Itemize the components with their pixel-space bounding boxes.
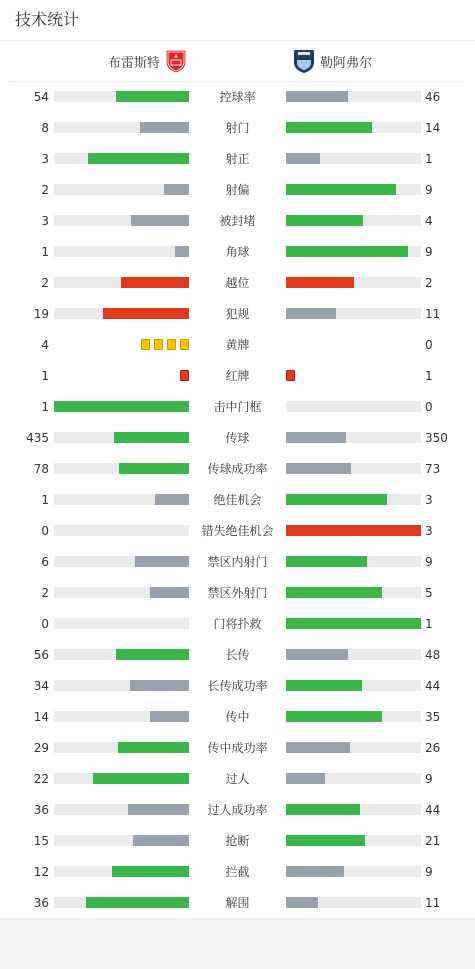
stat-row [0, 369, 475, 383]
stat-row [0, 896, 475, 910]
title-divider [0, 40, 475, 41]
stat-row [0, 555, 475, 569]
home-bar [112, 866, 189, 877]
away-bar [286, 122, 372, 133]
home-value: 3 [41, 152, 49, 166]
home-value: 0 [41, 617, 49, 631]
home-bar-track [54, 184, 189, 195]
away-bar-track [286, 91, 421, 102]
stat-row [0, 803, 475, 817]
home-bar [103, 308, 189, 319]
away-value: 48 [425, 648, 441, 662]
home-bar-track [54, 773, 189, 784]
stat-row [0, 679, 475, 693]
home-value: 0 [41, 524, 49, 538]
stat-row [0, 865, 475, 879]
home-value: 56 [33, 648, 49, 662]
away-bar [286, 153, 320, 164]
away-bar [286, 587, 382, 598]
stat-row [0, 152, 475, 166]
away-bar-track [286, 246, 421, 257]
home-team-crest-icon [164, 48, 188, 74]
home-cards [141, 339, 189, 350]
away-value: 9 [425, 183, 433, 197]
stat-row [0, 245, 475, 259]
home-value: 12 [33, 865, 49, 879]
home-value: 4 [41, 338, 49, 352]
stat-row [0, 648, 475, 662]
away-value: 2 [425, 276, 433, 290]
away-bar-track [286, 587, 421, 598]
home-bar-track [54, 401, 189, 412]
red-card-icon [286, 370, 295, 381]
home-bar [130, 680, 189, 691]
away-bar [286, 556, 367, 567]
away-value: 35 [425, 710, 441, 724]
away-value: 44 [425, 679, 441, 693]
away-value: 26 [425, 741, 441, 755]
stat-label: 控球率 [219, 90, 256, 104]
away-bar [286, 804, 360, 815]
stat-row [0, 772, 475, 786]
away-value: 1 [425, 369, 433, 383]
away-bar-track [286, 432, 421, 443]
away-value: 9 [425, 772, 433, 786]
home-value: 36 [33, 803, 49, 817]
away-value: 1 [425, 617, 433, 631]
home-bar [86, 897, 189, 908]
stat-row [0, 524, 475, 538]
home-bar-track [54, 525, 189, 536]
away-value: 0 [425, 400, 433, 414]
yellow-card-icon [180, 339, 189, 350]
home-bar [175, 246, 189, 257]
away-cards [286, 370, 295, 381]
away-bar-track [286, 773, 421, 784]
away-bar [286, 742, 350, 753]
stat-row [0, 121, 475, 135]
stat-label: 传球成功率 [207, 462, 268, 476]
away-value: 4 [425, 214, 433, 228]
away-value: 9 [425, 865, 433, 879]
away-bar-track [286, 866, 421, 877]
home-value: 1 [41, 400, 49, 414]
away-bar-track [286, 897, 421, 908]
away-value: 9 [425, 245, 433, 259]
stat-label: 红牌 [225, 369, 250, 383]
home-bar [140, 122, 189, 133]
home-team[interactable] [108, 48, 188, 74]
away-team-name: 勒阿弗尔 [320, 55, 373, 71]
home-bar-track [54, 277, 189, 288]
page-title: 技术统计 [15, 10, 80, 29]
stat-label: 角球 [225, 245, 250, 259]
stat-label: 过人成功率 [207, 803, 268, 817]
away-bar-track [286, 649, 421, 660]
away-value: 44 [425, 803, 441, 817]
home-value: 2 [41, 276, 49, 290]
stat-label: 射偏 [225, 183, 250, 197]
away-value: 9 [425, 555, 433, 569]
home-value: 6 [41, 555, 49, 569]
stat-row [0, 338, 475, 352]
home-value: 78 [33, 462, 49, 476]
home-bar-track [54, 122, 189, 133]
home-bar [116, 91, 189, 102]
away-value: 21 [425, 834, 441, 848]
away-bar-track [286, 494, 421, 505]
home-bar-track [54, 494, 189, 505]
stat-label: 禁区外射门 [207, 586, 268, 600]
home-bar [118, 742, 189, 753]
away-bar [286, 680, 362, 691]
away-value: 73 [425, 462, 441, 476]
stat-label: 错失绝佳机会 [201, 524, 274, 538]
home-value: 435 [26, 431, 49, 445]
home-bar-track [54, 804, 189, 815]
stat-row [0, 710, 475, 724]
stat-row [0, 462, 475, 476]
stat-label: 传中 [225, 710, 250, 724]
home-value: 1 [41, 245, 49, 259]
away-team-crest-icon [292, 48, 316, 74]
home-bar-track [54, 215, 189, 226]
stat-label: 长传 [225, 648, 250, 662]
stat-label: 射门 [225, 121, 250, 135]
home-bar-track [54, 153, 189, 164]
home-bar [116, 649, 189, 660]
stat-label: 抢断 [225, 834, 250, 848]
stat-label: 传球 [225, 431, 250, 445]
home-bar-track [54, 556, 189, 567]
home-bar-track [54, 618, 189, 629]
home-value: 1 [41, 493, 49, 507]
away-bar [286, 308, 336, 319]
stat-row [0, 741, 475, 755]
away-bar [286, 215, 363, 226]
home-bar [121, 277, 189, 288]
stat-row [0, 493, 475, 507]
away-bar-track [286, 711, 421, 722]
away-bar [286, 525, 421, 536]
home-bar-track [54, 308, 189, 319]
away-bar-track [286, 525, 421, 536]
away-bar-track [286, 215, 421, 226]
away-bar-track [286, 804, 421, 815]
yellow-card-icon [154, 339, 163, 350]
home-bar [150, 711, 189, 722]
stat-label: 解围 [225, 896, 250, 910]
home-value: 29 [33, 741, 49, 755]
home-bar-track [54, 246, 189, 257]
stat-label: 门将扑救 [213, 617, 262, 631]
home-bar-track [54, 835, 189, 846]
away-bar-track [286, 184, 421, 195]
away-value: 3 [425, 493, 433, 507]
away-bar [286, 835, 365, 846]
home-bar-track [54, 742, 189, 753]
stat-label: 越位 [225, 276, 250, 290]
stat-row [0, 617, 475, 631]
home-bar [114, 432, 189, 443]
home-bar-track [54, 432, 189, 443]
home-bar-track [54, 680, 189, 691]
home-value: 3 [41, 214, 49, 228]
home-bar-track [54, 463, 189, 474]
home-value: 1 [41, 369, 49, 383]
home-bar-track [54, 711, 189, 722]
away-bar [286, 866, 344, 877]
home-bar-track [54, 91, 189, 102]
stat-label: 禁区内射门 [207, 555, 268, 569]
home-bar [133, 835, 189, 846]
stat-row [0, 307, 475, 321]
stat-row [0, 183, 475, 197]
away-bar-track [286, 835, 421, 846]
away-bar [286, 773, 325, 784]
home-bar-track [54, 897, 189, 908]
away-bar-track [286, 742, 421, 753]
away-team[interactable] [292, 48, 372, 74]
home-bar [150, 587, 189, 598]
stat-label: 过人 [225, 772, 250, 786]
away-bar [286, 897, 318, 908]
stat-label: 长传成功率 [207, 679, 268, 693]
stat-label: 绝佳机会 [213, 493, 262, 507]
away-value: 5 [425, 586, 433, 600]
away-value: 11 [425, 307, 441, 321]
away-bar [286, 432, 346, 443]
home-value: 2 [41, 183, 49, 197]
home-value: 19 [33, 307, 49, 321]
away-bar-track [286, 401, 421, 412]
stat-label: 击中门框 [213, 400, 262, 414]
home-value: 15 [33, 834, 49, 848]
away-bar-track [286, 153, 421, 164]
away-value: 1 [425, 152, 433, 166]
stat-row [0, 586, 475, 600]
home-bar [164, 184, 189, 195]
away-bar-track [286, 618, 421, 629]
home-value: 8 [41, 121, 49, 135]
home-bar [119, 463, 189, 474]
stat-row [0, 90, 475, 104]
away-bar-track [286, 463, 421, 474]
stat-label: 传中成功率 [207, 741, 268, 755]
home-value: 2 [41, 586, 49, 600]
stat-row [0, 400, 475, 414]
home-value: 54 [33, 90, 49, 104]
away-value: 14 [425, 121, 441, 135]
red-card-icon [180, 370, 189, 381]
away-bar-track [286, 308, 421, 319]
away-bar [286, 184, 396, 195]
stat-label: 黄牌 [225, 338, 250, 352]
team-divider [10, 81, 465, 82]
home-bar [93, 773, 189, 784]
away-bar [286, 463, 351, 474]
home-value: 34 [33, 679, 49, 693]
away-value: 11 [425, 896, 441, 910]
away-value: 46 [425, 90, 441, 104]
stat-label: 射正 [225, 152, 250, 166]
home-bar-track [54, 866, 189, 877]
away-bar [286, 246, 408, 257]
away-bar-track [286, 556, 421, 567]
away-bar-track [286, 122, 421, 133]
away-value: 350 [425, 431, 448, 445]
away-value: 3 [425, 524, 433, 538]
away-value: 0 [425, 338, 433, 352]
stat-row [0, 276, 475, 290]
away-bar [286, 91, 348, 102]
home-bar [131, 215, 189, 226]
away-bar [286, 649, 348, 660]
home-value: 14 [33, 710, 49, 724]
stat-row [0, 431, 475, 445]
away-bar-track [286, 277, 421, 288]
yellow-card-icon [167, 339, 176, 350]
home-value: 22 [33, 772, 49, 786]
stat-label: 犯规 [225, 307, 250, 321]
away-bar-track [286, 680, 421, 691]
home-bar [54, 401, 189, 412]
stat-row [0, 214, 475, 228]
home-bar [88, 153, 189, 164]
away-bar [286, 618, 421, 629]
stat-row [0, 834, 475, 848]
stat-label: 被封堵 [219, 214, 256, 228]
home-bar-track [54, 649, 189, 660]
away-bar [286, 494, 387, 505]
home-team-name: 布雷斯特 [107, 55, 160, 71]
away-bar [286, 711, 382, 722]
yellow-card-icon [141, 339, 150, 350]
away-bar [286, 277, 354, 288]
home-value: 36 [33, 896, 49, 910]
home-cards [180, 370, 189, 381]
home-bar-track [54, 587, 189, 598]
home-bar [128, 804, 189, 815]
stat-label: 拦截 [225, 865, 250, 879]
home-bar [155, 494, 189, 505]
home-bar [135, 556, 189, 567]
